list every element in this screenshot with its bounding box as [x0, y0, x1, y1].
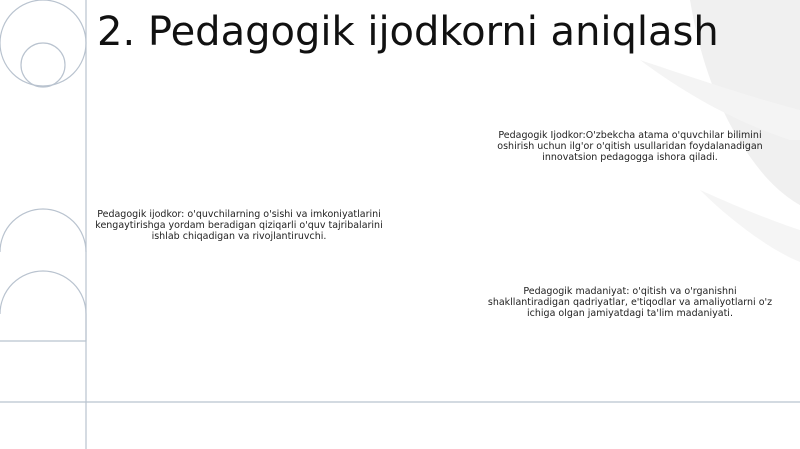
outline-circle-small	[21, 43, 65, 87]
text-block-madaniyat: Pedagogik madaniyat: o'qitish va o'rganishni shakllantiradigan qadriyatlar, e'tiqodlar va amaliyotlarni o'z ichiga olgan jamiyatdagi ta'lim madaniyati.	[487, 286, 773, 319]
text-block-ijodkor-definition: Pedagogik Ijodkor:O'zbekcha atama o'quvchilar bilimini oshirish uchun ilg'or o'qitish usullaridan foydalanadigan innovatsion pedagogga ishora qiladi.	[497, 130, 763, 163]
text-block-ijodkor-role: Pedagogik ijodkor: o'quvchilarning o'sishi va imkoniyatlarini kengaytirishga yordam beradigan qiziqarli o'quv tajribalarini ishlab chiqadigan va rivojlantiruvchi.	[95, 209, 383, 242]
outline-arch-upper	[0, 209, 86, 252]
outline-arch-lower	[0, 271, 86, 341]
slide-title: 2. Pedagogik ijodkorni aniqlash	[97, 9, 719, 55]
